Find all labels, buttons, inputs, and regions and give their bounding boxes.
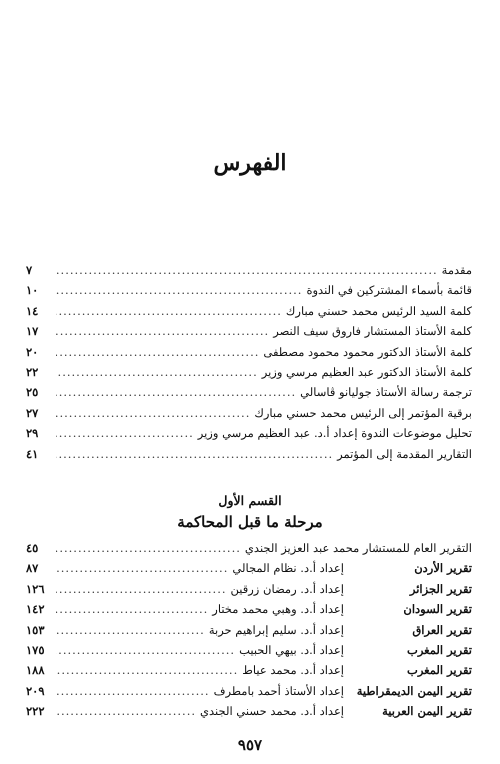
toc-entry: [26, 681, 472, 701]
toc-entry-label: تقرير الأردن: [414, 561, 472, 576]
toc-entry-author: إعداد أ.د. نظام المجالي: [232, 561, 344, 576]
toc-entry: [26, 444, 472, 464]
toc-entry-label: تقرير المغرب: [407, 642, 472, 657]
leader-dots: [56, 280, 302, 300]
leader-dots: [56, 444, 333, 464]
toc-entry-page: ١٥٣: [26, 622, 45, 637]
toc-entry-page: ١٨٨: [26, 663, 45, 678]
toc-entry-author: إعداد أ.د. محمد عياط: [242, 663, 344, 678]
toc-bottom-list: [26, 538, 472, 722]
section-label: القسم الأول: [218, 493, 282, 508]
toc-entry-author: إعداد الأستاذ أحمد بامطرف: [213, 683, 344, 698]
toc-entry: [26, 423, 472, 443]
leader-dots: [56, 382, 296, 402]
toc-entry: [26, 579, 472, 599]
toc-entry-label: كلمة الأستاذ المستشار فاروق سيف النصر: [273, 324, 472, 339]
leader-dots: [56, 342, 259, 362]
toc-entry-page: ١٤: [26, 303, 39, 318]
toc-entry-label: قائمة بأسماء المشتركين في الندوة: [306, 283, 472, 298]
toc-entry-page: ٢٠٩: [26, 683, 45, 698]
toc-entry: [26, 321, 472, 341]
toc-entry-author: إعداد أ.د. محمد حسني الجندي: [200, 704, 344, 719]
leader-dots: [56, 558, 228, 578]
toc-entry: [26, 362, 472, 382]
leader-dots: [56, 321, 269, 341]
toc-entry-page: ٨٧: [26, 561, 39, 576]
toc-entry-label: تقرير اليمن الديمقراطية: [356, 683, 472, 698]
toc-entry: [26, 640, 472, 660]
leader-dots: [56, 701, 196, 721]
toc-entry: [26, 558, 472, 578]
toc-entry: [26, 342, 472, 362]
toc-entry-page: ٧: [26, 263, 33, 277]
toc-entry-label: تقرير اليمن العربية: [382, 704, 472, 719]
toc-entry: [26, 599, 472, 619]
leader-dots: [56, 260, 438, 280]
toc-entry-label: كلمة الأستاذ الدكتور عبد العظيم مرسي وزير: [261, 364, 472, 379]
toc-entry: [26, 280, 472, 300]
leader-dots: [56, 681, 210, 701]
toc-entry-label: مقدمة: [441, 263, 472, 277]
toc-entry-label: كلمة الأستاذ الدكتور محمود محمود مصطفى: [263, 344, 472, 359]
toc-entry-general-report: [26, 538, 472, 558]
leader-dots: [56, 423, 194, 443]
toc-entry: [26, 301, 472, 321]
section-title: مرحلة ما قبل المحاكمة: [177, 513, 323, 531]
toc-entry-page: ٢٥: [26, 385, 39, 400]
toc-entry-page: ٤٥: [26, 541, 39, 555]
toc-entry-author: إعداد أ.د. رمضان زرقين: [230, 581, 344, 596]
toc-entry-label: تقرير العراق: [412, 622, 472, 637]
toc-entry-label: كلمة السيد الرئيس محمد حسني مبارك: [285, 303, 472, 318]
toc-entry-label: التقارير المقدمة إلى المؤتمر: [337, 446, 472, 461]
leader-dots: [56, 640, 235, 660]
leader-dots: [56, 403, 250, 423]
toc-entry-label: برقية المؤتمر إلى الرئيس محمد حسني مبارك: [254, 405, 472, 420]
leader-dots: [56, 301, 282, 321]
toc-entry-page: ٢٠: [26, 344, 39, 359]
toc-entry: [26, 660, 472, 680]
toc-entry-page: ١٠: [26, 283, 39, 298]
toc-entry-page: ٢٢: [26, 364, 39, 379]
toc-entry-author: إعداد أ.د. سليم إبراهيم حربة: [208, 622, 344, 637]
leader-dots: [56, 660, 238, 680]
toc-entry-label: تقرير الجزائر: [409, 581, 472, 596]
toc-entry: [26, 620, 472, 640]
toc-entry-page: ٢٩: [26, 426, 39, 441]
leader-dots: [56, 599, 208, 619]
page-title: الفهرس: [213, 150, 287, 176]
toc-entry-page: ١٢٦: [26, 581, 45, 596]
toc-entry-label: تحليل موضوعات الندوة إعداد أ.د. عبد العظيم مرسي وزير: [197, 426, 472, 441]
toc-entry: [26, 382, 472, 402]
toc-entry: [26, 403, 472, 423]
toc-entry-author: إعداد أ.د. وهبي محمد مختار: [212, 602, 344, 617]
toc-entry-page: ٢٧: [26, 405, 39, 420]
leader-dots: [56, 538, 241, 558]
toc-entry-label: التقرير العام للمستشار محمد عبد العزيز الجندي: [244, 541, 472, 555]
toc-entry-label: تقرير السودان: [403, 602, 472, 617]
toc-entry-label: تقرير المغرب: [407, 663, 472, 678]
toc-entry: [26, 701, 472, 721]
toc-entry-page: ١٧: [26, 324, 39, 339]
page-number: ٩٥٧: [237, 736, 263, 754]
toc-entry: [26, 260, 472, 280]
toc-entry-page: ١٤٢: [26, 602, 45, 617]
leader-dots: [56, 579, 227, 599]
toc-entry-page: ١٧٥: [26, 642, 45, 657]
toc-entry-author: إعداد أ.د. بيهي الحبيب: [239, 642, 344, 657]
leader-dots: [56, 362, 258, 382]
leader-dots: [56, 620, 205, 640]
toc-entry-label: ترجمة رسالة الأستاذ جوليانو ڤاسالي: [300, 385, 472, 400]
toc-top-list: [26, 260, 472, 464]
toc-entry-page: ٤١: [26, 446, 39, 461]
toc-entry-page: ٢٢٢: [26, 704, 45, 719]
